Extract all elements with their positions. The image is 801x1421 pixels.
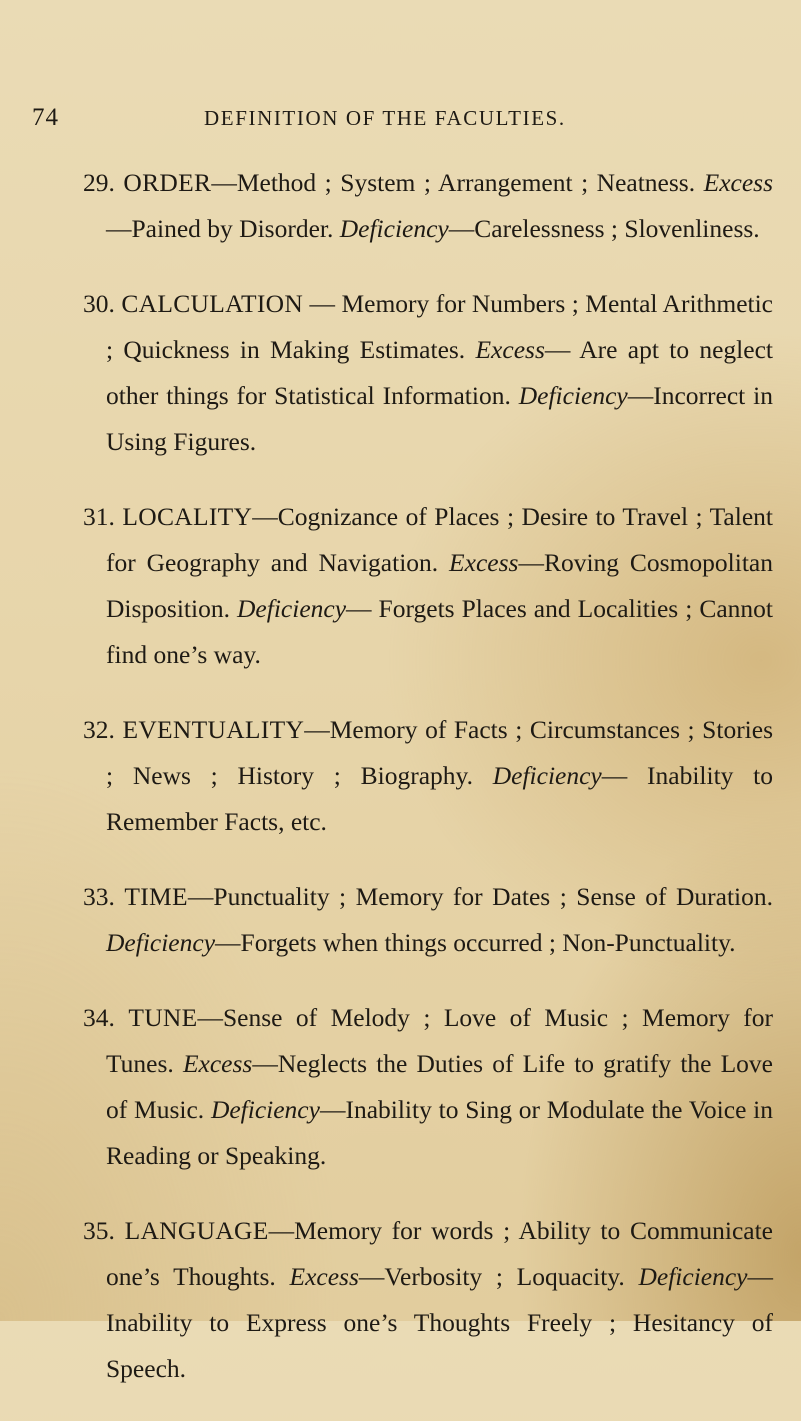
- deficiency-label: Deficiency: [210, 1095, 320, 1124]
- faculty-entry-tune: [83, 995, 773, 1179]
- entry-description: — Memory for Numbers ; Mental Arithmetic ; Quickness in Making Estimates.: [106, 289, 773, 364]
- entry-number: 31.: [83, 502, 115, 531]
- excess-text: —Pained by Disorder.: [106, 214, 340, 243]
- excess-text: —Verbosity ; Loquacity.: [358, 1262, 639, 1291]
- deficiency-text: —Incorrect in Using Figures.: [106, 381, 773, 456]
- faculty-list: [83, 160, 773, 1421]
- deficiency-label: Deficiency: [339, 214, 449, 243]
- entry-description: —Punctuality ; Memory for Dates ; Sense of Duration.: [187, 882, 773, 911]
- entry-description: —Method ; System ; Arrangement ; Neatness.: [211, 168, 704, 197]
- deficiency-label: Deficiency: [106, 928, 216, 957]
- faculty-entry-locality: [83, 494, 773, 678]
- deficiency-label: Deficiency: [237, 594, 347, 623]
- deficiency-text: — Forgets Places and Localities ; Cannot find one’s way.: [106, 594, 773, 669]
- faculty-entry-time: [83, 874, 773, 966]
- entry-number: 29.: [83, 168, 115, 197]
- entry-number: 34.: [83, 1003, 115, 1032]
- entry-number: 35.: [83, 1216, 115, 1245]
- deficiency-label: Deficiency: [518, 381, 628, 410]
- deficiency-text: —Carelessness ; Slovenliness.: [448, 214, 760, 243]
- entry-heading: LANGUAGE: [124, 1216, 269, 1245]
- entry-heading: EVENTUALITY: [122, 715, 305, 744]
- entry-number: 32.: [83, 715, 115, 744]
- deficiency-text: —Forgets when things occurred ; Non-Punctuality.: [215, 928, 736, 957]
- faculty-entry-language: [83, 1208, 773, 1392]
- excess-text: — Are apt to neglect other things for Statistical Information.: [106, 335, 773, 410]
- excess-label: Excess: [182, 1049, 253, 1078]
- entry-description: —Memory for words ; Ability to Communicate one’s Thoughts.: [106, 1216, 774, 1291]
- excess-text: —Neglects the Duties of Life to gratify the Love of Music.: [106, 1049, 774, 1124]
- entry-heading: LOCALITY: [122, 502, 253, 531]
- deficiency-text: — Inability to Remember Facts, etc.: [106, 761, 773, 836]
- deficiency-text: —Inability to Express one’s Thoughts Freely ; Hesitancy of Speech.: [106, 1262, 773, 1383]
- excess-label: Excess: [703, 168, 774, 197]
- entry-number: 30.: [83, 289, 115, 318]
- entry-number: 33.: [83, 882, 115, 911]
- entry-heading: TIME: [124, 882, 188, 911]
- running-title: DEFINITION OF THE FACULTIES.: [204, 106, 566, 130]
- entry-heading: ORDER: [123, 168, 212, 197]
- deficiency-text: —Inability to Sing or Modulate the Voice in Reading or Speaking.: [106, 1095, 773, 1170]
- page-number: 74: [32, 104, 59, 131]
- excess-label: Excess: [449, 548, 519, 577]
- faculty-entry-eventuality: [83, 707, 773, 845]
- entry-heading: TUNE: [128, 1003, 198, 1032]
- excess-label: Excess: [475, 335, 545, 364]
- deficiency-label: Deficiency: [492, 761, 602, 790]
- entry-description: —Memory of Facts ; Circumstances ; Stories ; News ; History ; Biography.: [106, 715, 774, 790]
- running-head: [32, 104, 752, 144]
- excess-text: —Roving Cosmopolitan Disposition.: [106, 548, 773, 623]
- entry-description: —Cognizance of Places ; Desire to Travel ; Talent for Geography and Navigation.: [106, 502, 773, 577]
- deficiency-label: Deficiency: [638, 1262, 748, 1291]
- excess-label: Excess: [289, 1262, 359, 1291]
- entry-heading: CALCULATION: [121, 289, 304, 318]
- entry-description: —Sense of Melody ; Love of Music ; Memory for Tunes.: [106, 1003, 774, 1078]
- faculty-entry-order: [83, 160, 773, 252]
- faculty-entry-calculation: [83, 281, 773, 465]
